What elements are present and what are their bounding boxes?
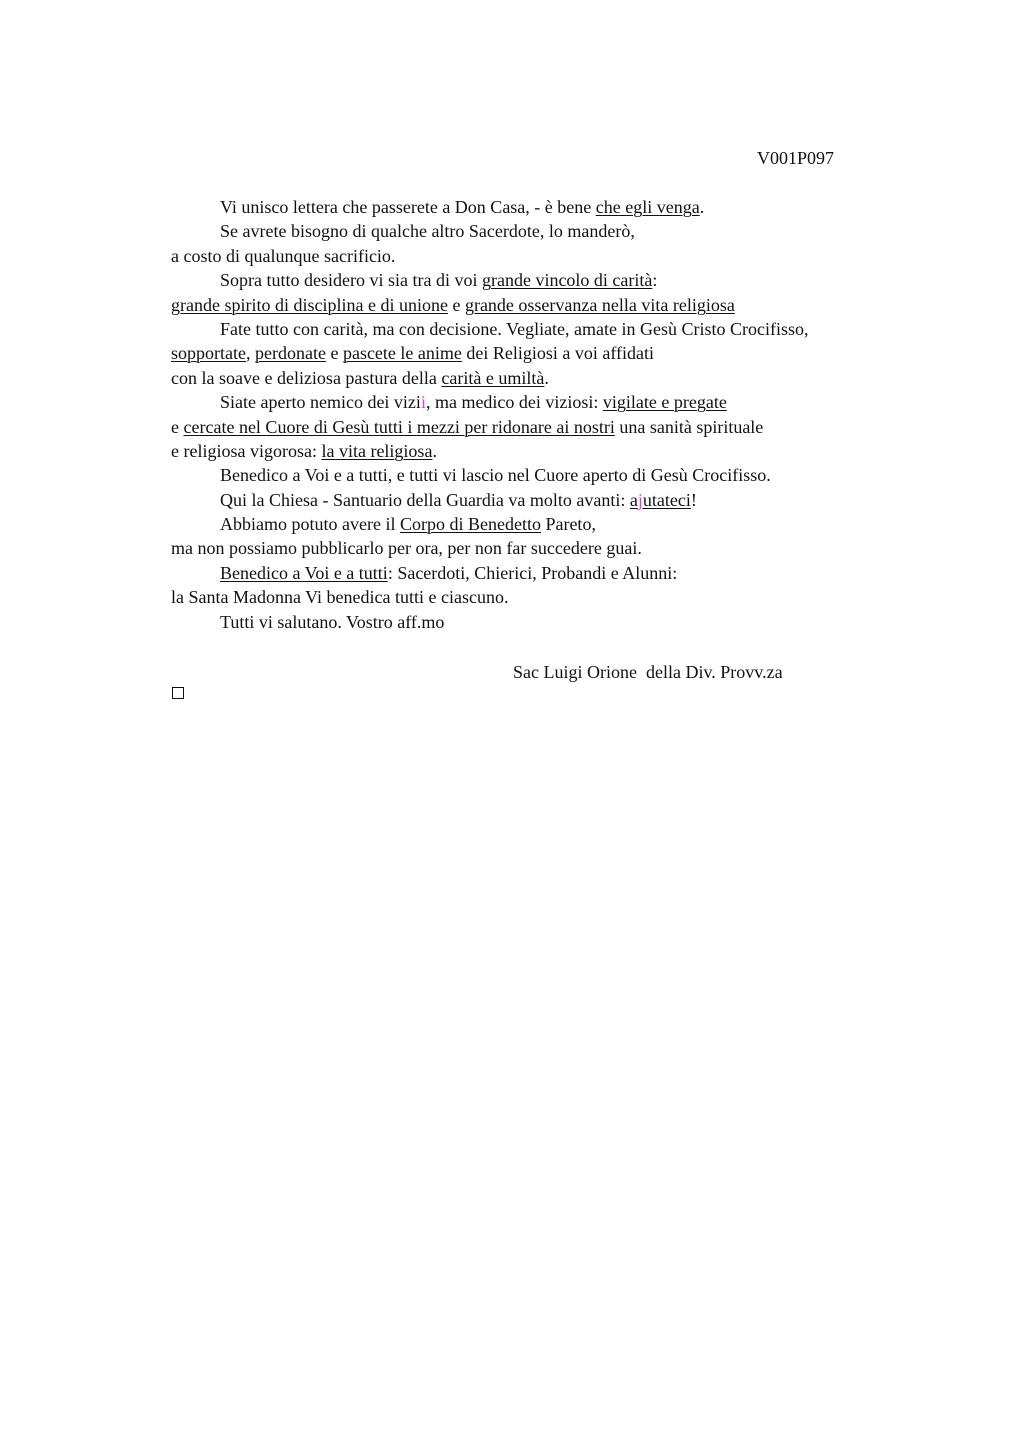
- underlined-text: grande vincolo di carità: [481, 270, 653, 291]
- text-line: [171, 463, 951, 487]
- text-segment: .: [432, 440, 437, 461]
- text-segment: Qui la Chiesa - Santuario della Guardia va molto avanti:: [220, 489, 630, 510]
- text-segment: i: [420, 392, 426, 413]
- text-line: [171, 366, 951, 390]
- text-line: [171, 293, 951, 317]
- text-line: [171, 439, 951, 463]
- underlined-text: Benedico a Voi e a tutti: [220, 562, 388, 583]
- text-segment: Benedico a Voi e a tutti, e tutti vi lascio nel Cuore aperto di Gesù Crocifisso.: [220, 465, 771, 486]
- text-line: [171, 219, 951, 243]
- text-segment: Vi unisco lettera che passerete a Don Casa, - è bene: [220, 197, 596, 217]
- underlined-text: che egli venga: [595, 197, 700, 217]
- underlined-text: grande spirito di disciplina e di unione: [171, 294, 448, 315]
- text-line: [171, 341, 951, 365]
- letter-body: [171, 195, 951, 634]
- text-segment: con la soave e deliziosa pastura della: [171, 367, 442, 388]
- text-segment: .: [699, 197, 705, 217]
- text-segment: ma non possiamo pubblicarlo per ora, per non far succedere guai.: [171, 538, 642, 559]
- text-segment: : Sacerdoti, Chierici, Probandi e Alunni:: [387, 562, 678, 583]
- text-segment: a costo di qualunque sacrificio.: [171, 245, 396, 266]
- text-line: [171, 585, 951, 609]
- text-segment: Abbiamo potuto avere il: [220, 514, 400, 535]
- signature: Sac Luigi Orione della Div. Provv.za: [513, 662, 783, 682]
- text-segment: una sanità spirituale: [614, 416, 764, 437]
- text-line: [171, 317, 951, 341]
- text-segment: Fate tutto con carità, ma con decisione. Vegliate, amate in Gesù Cristo Crocifisso,: [220, 318, 809, 339]
- underlined-text: vigilate e pregate: [602, 392, 727, 413]
- text-segment: :: [652, 270, 658, 291]
- text-segment: dei Religiosi a voi affidati: [461, 343, 655, 364]
- text-line: [171, 536, 951, 560]
- text-segment: e: [171, 416, 184, 437]
- underlined-text: a: [629, 489, 638, 510]
- document-code: V001P097: [757, 148, 835, 168]
- text-line: [171, 488, 951, 512]
- text-segment: la Santa Madonna Vi benedica tutti e ciascuno.: [171, 587, 509, 608]
- text-line: [171, 390, 951, 414]
- text-segment: Sopra tutto desidero vi sia tra di voi: [220, 270, 482, 291]
- text-segment: e: [325, 343, 343, 364]
- underlined-text: pascete le anime: [342, 343, 462, 364]
- text-segment: Se avrete bisogno di qualche altro Sacerdote, lo manderò,: [220, 221, 635, 242]
- text-line: [171, 561, 951, 585]
- underlined-text: Corpo di Benedetto: [399, 514, 541, 535]
- text-segment: Siate aperto nemico dei vizi: [220, 392, 421, 413]
- text-segment: ,: [245, 343, 255, 364]
- text-segment: !: [690, 489, 697, 510]
- text-line: [171, 268, 951, 292]
- underlined-text: j: [637, 489, 643, 510]
- text-segment: Tutti vi salutano. Vostro aff.mo: [220, 611, 445, 632]
- underlined-text: perdonate: [254, 343, 326, 364]
- text-line: [171, 610, 951, 634]
- text-segment: e: [447, 294, 465, 315]
- underlined-text: utateci: [642, 489, 691, 510]
- text-line: [171, 415, 951, 439]
- text-segment: e religiosa vigorosa:: [171, 440, 322, 461]
- empty-square-icon: [172, 687, 184, 699]
- text-line: [171, 512, 951, 536]
- text-segment: .: [544, 367, 549, 388]
- underlined-text: grande osservanza nella vita religiosa: [464, 294, 735, 315]
- text-segment: , ma medico dei viziosi:: [425, 392, 603, 413]
- underlined-text: cercate nel Cuore di Gesù tutti i mezzi per ridonare ai nostri: [183, 416, 615, 437]
- text-segment: Pareto,: [540, 514, 596, 535]
- underlined-text: sopportate: [171, 343, 246, 364]
- text-line: [171, 195, 951, 219]
- underlined-text: la vita religiosa: [321, 440, 433, 461]
- underlined-text: carità e umiltà: [441, 367, 545, 388]
- text-line: [171, 244, 951, 268]
